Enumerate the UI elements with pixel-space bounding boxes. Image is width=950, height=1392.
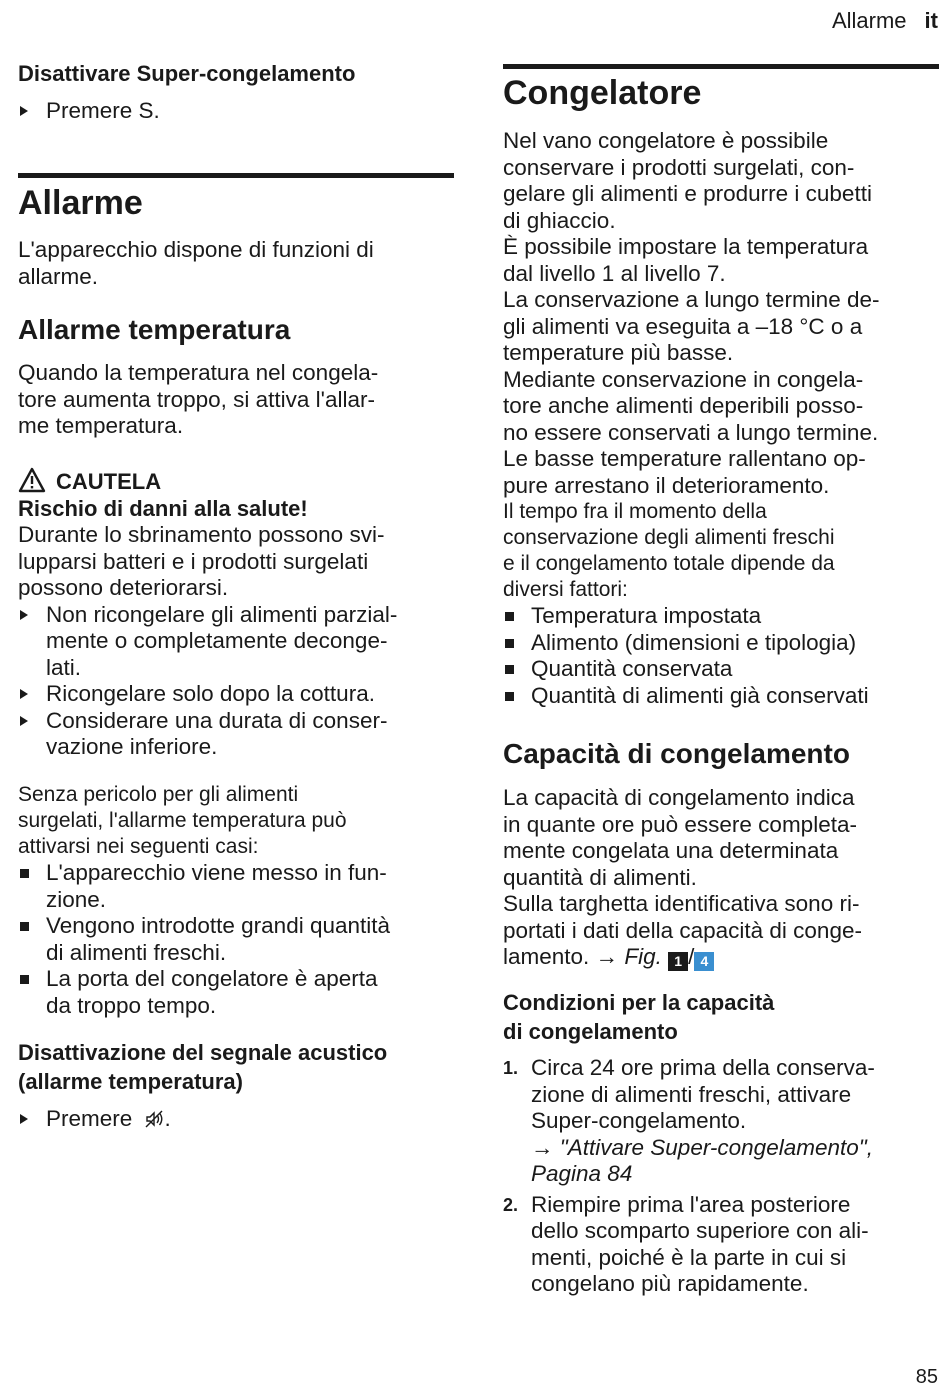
allarme-intro: L'apparecchio dispone di funzioni di allarme.: [18, 237, 374, 289]
caution-block: [18, 467, 454, 761]
arrow-bullet-icon: [20, 689, 28, 699]
caution-heading: Rischio di danni alla salute!: [18, 496, 308, 521]
figure-badge-4: 4: [694, 952, 714, 971]
caution-text-line: Durante lo sbrinamento possono svi-: [18, 522, 385, 547]
temperature-alarm-text: Quando la temperatura nel congela- tore aumenta troppo, si attiva l'allar- me temperatura.: [18, 360, 379, 438]
deactivate-signal-title: Disattivazione del segnale acustico: [18, 1040, 388, 1065]
page-reference-link[interactable]: Pagina 84: [531, 1161, 633, 1186]
capacity-fig-line: lamento. → Fig. 1 / 4: [503, 944, 943, 971]
step-number: 2.: [503, 1194, 519, 1215]
capacity-title: Capacità di congelamento: [503, 738, 850, 769]
square-bullet-icon: [20, 922, 29, 931]
page-reference-link[interactable]: "Attivare Super-congelamento",: [559, 1134, 873, 1160]
factor-item: Quantità di alimenti già conservati: [503, 683, 943, 710]
case-item: La porta del congelatore è aperta da troppo tempo.: [18, 966, 454, 1019]
figure-badge-1: 1: [668, 952, 688, 971]
square-bullet-icon: [20, 869, 29, 878]
arrow-bullet-icon: [20, 106, 28, 116]
deactivate-signal-block: [18, 1038, 454, 1133]
deactivate-super-title: Disattivare Super-congelamento: [18, 61, 356, 86]
conditions-title: Condizioni per la capacità di congelamento: [503, 990, 775, 1044]
step-item: 1. Circa 24 ore prima della conserva- zione di alimenti freschi, attivare Super-congelamento. → "Attivare Super-congelamento", Pagina 84: [503, 1055, 875, 1186]
square-bullet-icon: [505, 612, 514, 621]
step-item: 2. Riempire prima l'area posteriore dello scomparto superiore con ali- menti, poiché è la parte in cui si congelano più rapidamente.: [503, 1191, 869, 1296]
capacity-text: La capacità di congelamento indica in quante ore può essere completa- mente congelata una determinata quantità di alimenti. Sulla targhetta identificativa sono ri- portati i dati della capacità di conge- lamento. → Fig. 1 / 4: [503, 785, 943, 971]
caution-text-line: lupparsi batteri e i prodotti surgelati: [18, 548, 369, 574]
deactivate-super-step: Premere S.: [18, 98, 454, 125]
section-rule: [503, 64, 939, 69]
case-item: L'apparecchio viene messo in fun- zione.: [18, 860, 454, 913]
page-number: 85: [915, 1366, 938, 1388]
no-danger-block: Senza pericolo per gli alimenti surgelati, l'allarme temperatura può attivarsi nei seguenti casi: L'apparecchio viene messo in fun- zione. Vengono introdotte grandi quantità di alimenti freschi. La porta del congelatore è aperta da troppo tempo.: [18, 782, 454, 1019]
header-language: it: [924, 8, 938, 33]
fig-reference[interactable]: Fig.: [624, 944, 662, 969]
freezer-title: Congelatore: [503, 74, 702, 112]
caution-text-line: possono deteriorarsi.: [18, 575, 229, 600]
square-bullet-icon: [20, 975, 29, 984]
caution-item: Non ricongelare gli alimenti parzial- mente o completamente deconge- lati.: [18, 602, 454, 682]
square-bullet-icon: [505, 692, 514, 701]
arrow-right-icon: →: [531, 1134, 554, 1160]
factor-item: Quantità conservata: [503, 656, 943, 683]
arrow-bullet-icon: [20, 1114, 28, 1124]
square-bullet-icon: [505, 639, 514, 648]
step-number: 1.: [503, 1058, 519, 1078]
arrow-bullet-icon: [20, 610, 28, 620]
conditions-steps: [503, 1055, 943, 1298]
section-rule: [18, 173, 454, 178]
running-header: [832, 8, 938, 34]
arrow-right-icon: →: [595, 944, 619, 969]
caution-label-row: [18, 467, 454, 496]
caution-item: Considerare una durata di conser- vazione inferiore.: [18, 708, 454, 761]
caution-label: CAUTELA: [56, 469, 162, 494]
temperature-alarm-title: Allarme temperatura: [18, 314, 291, 345]
allarme-title: Allarme: [18, 184, 143, 222]
deactivate-signal-title: (allarme temperatura): [18, 1069, 243, 1094]
warning-triangle-icon: [18, 467, 46, 493]
freezer-text: Nel vano congelatore è possibile conservare i prodotti surgelati, con- gelare gli alimenti e produrre i cubetti di ghiaccio. È possibile impostare la temperatura dal livello 1 al livello 7. La conservazione a lungo termine de- gli alimenti va eseguita a –18 °C o a temperature più basse. Mediante conservazione in congela- tore anche alimenti deperibili posso- no essere conservati a lungo termine. Le basse temperature rallentano op- pure arrestano il deterioramento. Il tempo fra il momento della conservazione degli alimenti freschi e il congelamento totale dipende da diversi fattori: Temperatura impostata Alimento (dimensioni e tipologia) Quantità conservata Quantità di alimenti già conservati: [503, 128, 943, 709]
arrow-bullet-icon: [20, 716, 28, 726]
factor-item: Alimento (dimensioni e tipologia): [503, 630, 943, 657]
square-bullet-icon: [505, 665, 514, 674]
factor-item: Temperatura impostata: [503, 603, 943, 630]
caution-item: Ricongelare solo dopo la cottura.: [18, 681, 454, 708]
deactivate-signal-step: Premere .: [18, 1106, 454, 1133]
case-item: Vengono introdotte grandi quantità di alimenti freschi.: [18, 913, 454, 966]
header-section: Allarme: [831, 8, 907, 33]
alarm-off-icon: [143, 1109, 165, 1129]
